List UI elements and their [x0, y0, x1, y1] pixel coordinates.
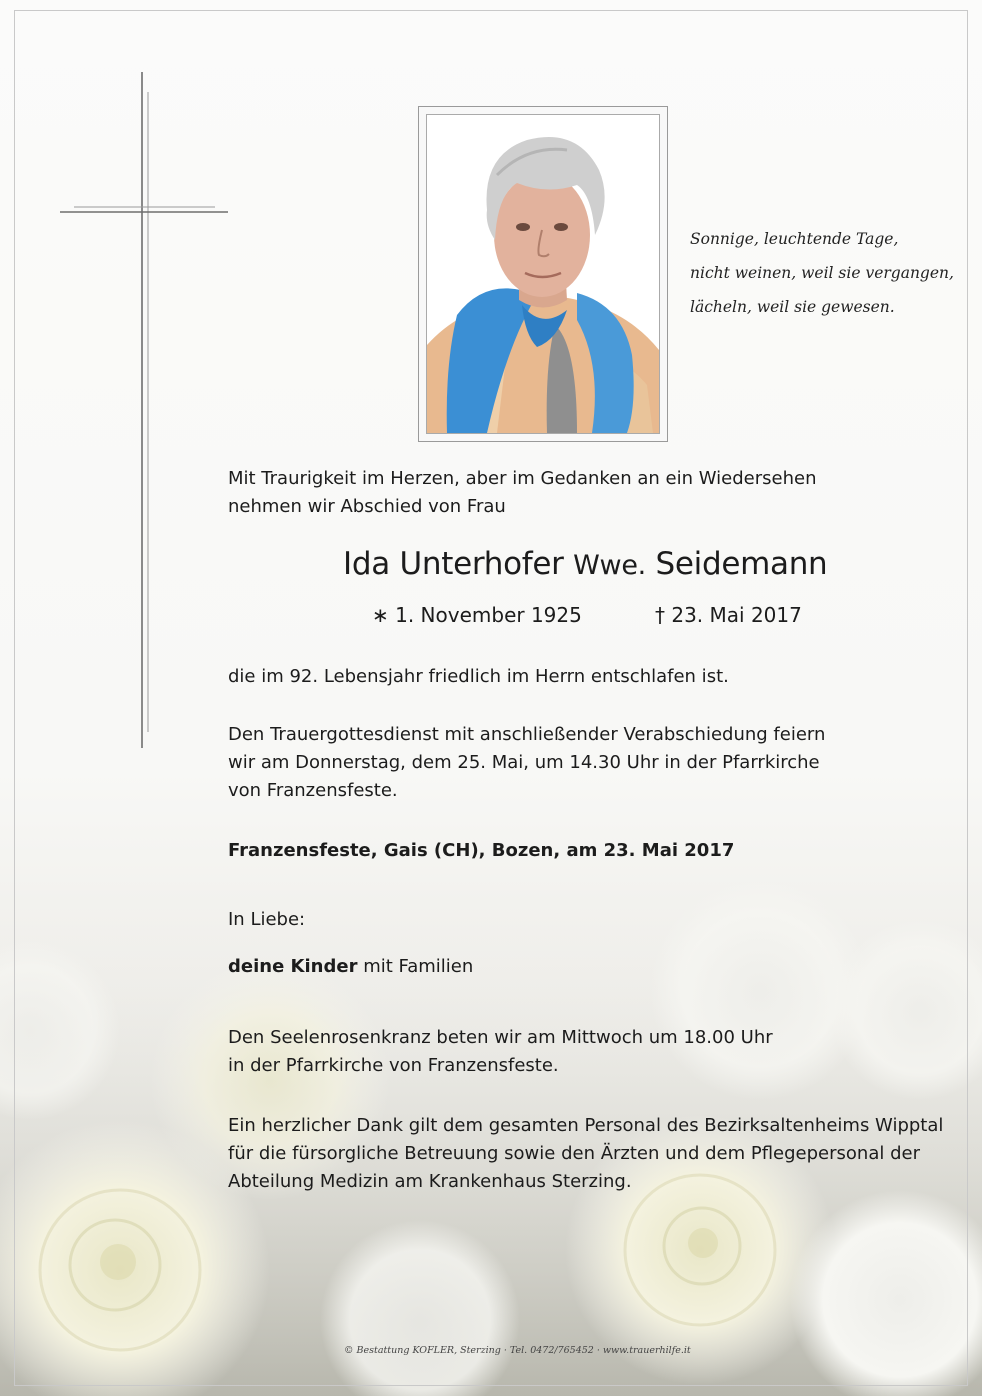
first-name: Ida Unterhofer — [343, 546, 564, 582]
intro-line-2: nehmen wir Abschied von Frau — [228, 496, 506, 517]
portrait-illustration — [427, 115, 659, 433]
rosary-line-1: Den Seelenrosenkranz beten wir am Mittwoch um 18.00 Uhr — [228, 1027, 773, 1048]
birth-date: ∗ 1. November 1925 — [372, 603, 582, 627]
in-love-label: In Liebe: — [228, 909, 306, 930]
death-date: † 23. Mai 2017 — [655, 603, 802, 627]
quote-line: lächeln, weil sie gewesen. — [690, 298, 895, 316]
place-date: Franzensfeste, Gais (CH), Bozen, am 23. Mai 2017 — [228, 840, 735, 861]
cross-icon — [60, 72, 230, 752]
portrait-frame — [418, 106, 668, 442]
family-rest: mit Familien — [357, 956, 474, 977]
thanks-line-3: Abteilung Medizin am Krankenhaus Sterzing. — [228, 1171, 632, 1192]
intro-line-1: Mit Traurigkeit im Herzen, aber im Gedanken an ein Wiedersehen — [228, 468, 817, 489]
portrait-photo — [426, 114, 660, 434]
service-line-3: von Franzensfeste. — [228, 780, 398, 801]
thanks-line-2: für die fürsorgliche Betreuung sowie den Ärzten und dem Pflegepersonal der — [228, 1143, 920, 1164]
widow-label: Wwe. — [573, 550, 646, 581]
quote-line: nicht weinen, weil sie vergangen, — [690, 264, 954, 282]
service-line-2: wir am Donnerstag, dem 25. Mai, um 14.30 Uhr in der Pfarrkirche — [228, 752, 820, 773]
service-line-1: Den Trauergottesdienst mit anschließender Verabschiedung feiern — [228, 724, 826, 745]
married-name: Seidemann — [655, 546, 828, 582]
quote-block — [690, 222, 960, 324]
thanks-line-1: Ein herzlicher Dank gilt dem gesamten Personal des Bezirksaltenheims Wipptal — [228, 1115, 944, 1136]
family-line — [228, 953, 473, 981]
quote-line: Sonnige, leuchtende Tage, — [690, 230, 899, 248]
funeral-home-footer: © Bestattung KOFLER, Sterzing · Tel. 0472/765452 · www.trauerhilfe.it — [344, 1345, 691, 1356]
rosary-line-2: in der Pfarrkirche von Franzensfeste. — [228, 1055, 559, 1076]
age-line: die im 92. Lebensjahr friedlich im Herrn entschlafen ist. — [228, 666, 729, 687]
family-children: deine Kinder — [228, 956, 358, 977]
deceased-name — [343, 546, 827, 582]
